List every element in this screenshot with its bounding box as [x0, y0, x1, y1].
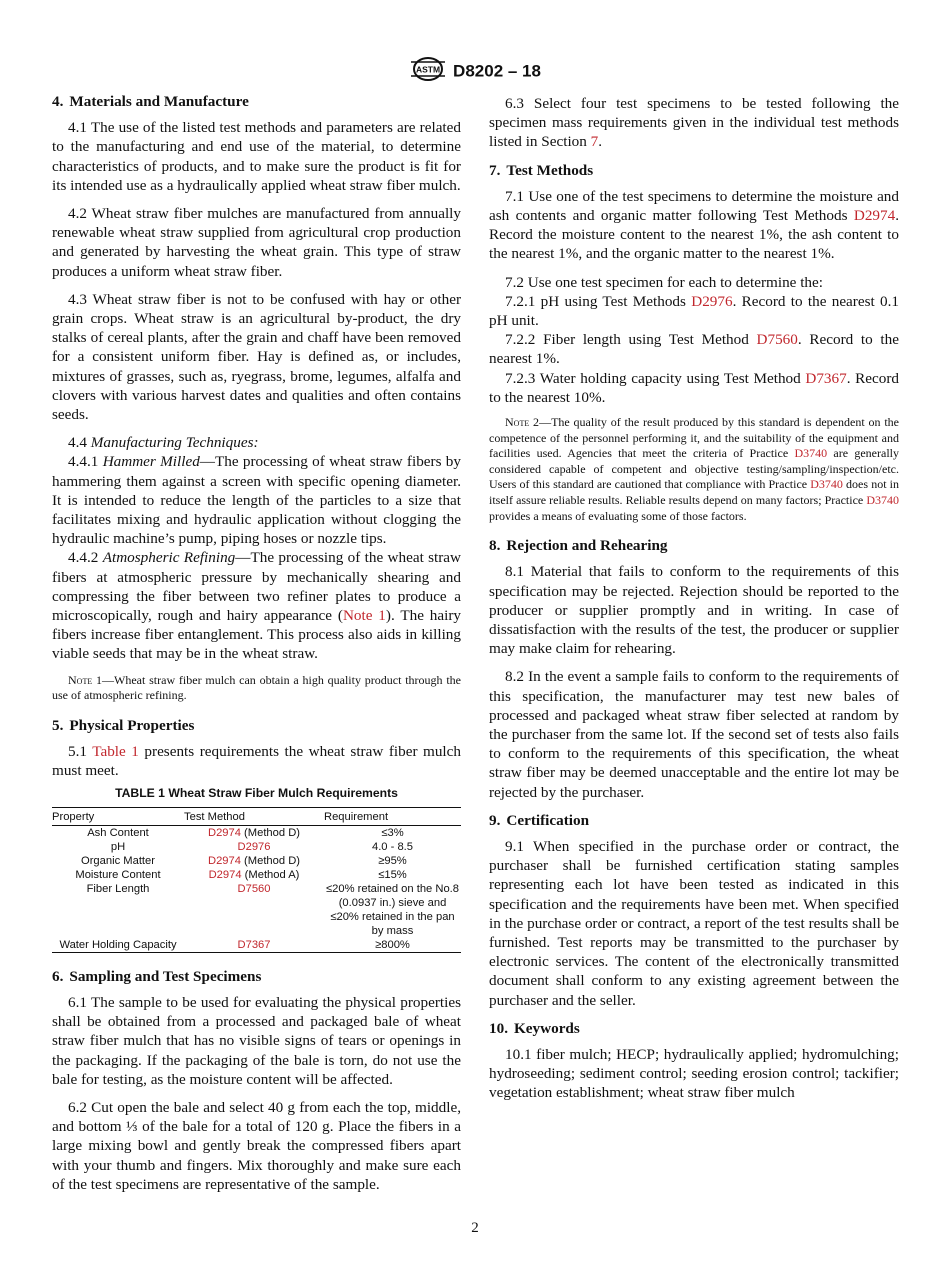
property-cell: Ash Content — [87, 826, 149, 839]
column-header: Requirement — [324, 810, 389, 823]
d3740-link[interactable]: D3740 — [866, 493, 899, 508]
table-header-row — [52, 807, 461, 825]
method-cell — [184, 840, 324, 854]
para-7-2-1: 7.2.1 pH using Test Methods D2976. Record to the nearest 0.1 pH unit. — [489, 292, 899, 330]
para-6-3: 6.3 Select four test specimens to be tested following the specimen mass requirements given in the individual test methods listed in Section 7. — [489, 95, 899, 151]
table-1-title: TABLE 1 Wheat Straw Fiber Mulch Requirements — [115, 786, 398, 801]
para-7-2: 7.2 Use one test specimen for each to determine the: — [505, 273, 823, 291]
section-6-heading: 6. Sampling and Test Specimens — [52, 967, 262, 985]
table-row — [52, 854, 461, 868]
para-6-2: 6.2 Cut open the bale and select 40 g from each the top, middle, and bottom ⅓ of the bale for a total of 120 g. Place the fibers in a large mixing bowl and gently break the compressed fibers apart with your thumb and fingers. Mix thoroughly and make sure each of the test specimens are representative of the sample. — [52, 1098, 461, 1193]
method-link[interactable]: D7367 — [237, 938, 271, 951]
d3740-link[interactable]: D3740 — [794, 446, 828, 461]
para-4-4: 4.4 Manufacturing Techniques: — [68, 434, 259, 452]
para-10-1: 10.1 fiber mulch; HECP; hydraulically applied; hydromulching; hydroseeding; sediment control; seeding erosion control; tackifier; vegetation establishment; wheat straw fiber mulch — [489, 1046, 899, 1102]
para-4-2: 4.2 Wheat straw fiber mulches are manufactured from annually renewable wheat straw supplied from agricultural crop production and generated by harvesting the wheat grain. This type of straw produces a uniform wheat straw fiber. — [52, 205, 461, 280]
note-2: Note 2—The quality of the result produced by this standard is dependent on the competence of the personnel performing it, and the suitability of the equipment and facilities used. Agencies that meet the criteria of Practice D3740 are generally considered capable of competent and objective testing/sampling/inspection/etc. Users of this standard are cautioned that compliance with Practice D3740 does not in itself assure reliable results. Reliable results depend on many factors; Practice D3740 provides a means of evaluating some of those factors. — [489, 415, 900, 523]
table-row — [52, 840, 461, 854]
para-7-2-2: 7.2.2 Fiber length using Test Method D7560. Record to the nearest 1%. — [489, 331, 899, 368]
column-header: Test Method — [184, 810, 245, 823]
section-8-heading: 8. Rejection and Rehearing — [489, 537, 668, 555]
svg-text:ASTM: ASTM — [416, 64, 441, 75]
page-header — [0, 56, 950, 87]
property-cell: Water Holding Capacity — [59, 938, 177, 951]
section-9-heading: 9. Certification — [489, 811, 590, 829]
para-6-1: 6.1 The sample to be used for evaluating the physical properties shall be obtained from a processed and packaged bale of wheat straw fiber mulch that has no visible signs of tears or openings in the packaging. If the packaging of the bale is torn, do not use the bale for testing, as the moisture content will be affected. — [52, 993, 461, 1088]
method-cell: D2974 (Method D) — [207, 854, 301, 867]
property-cell: Fiber Length — [86, 882, 150, 895]
d2976-link[interactable]: D2976 — [691, 292, 733, 310]
requirement-cell: 4.0 - 8.5 — [371, 840, 414, 853]
para-5-1: 5.1 Table 1 presents requirements the wheat straw fiber mulch must meet. — [52, 743, 461, 780]
requirement-cell: ≥800% — [375, 938, 410, 951]
table-row — [52, 938, 461, 953]
left-column — [52, 92, 461, 1203]
requirements-table — [52, 807, 461, 953]
requirement-cell: ≤20% retained on the No.8 (0.0937 in.) sieve and ≤20% retained in the pan by mass — [325, 882, 460, 937]
d7367-link[interactable]: D7367 — [805, 369, 847, 387]
method-link[interactable]: D2976 — [237, 840, 271, 853]
table-row — [52, 868, 461, 882]
method-link[interactable]: D7560 — [237, 882, 271, 895]
method-link[interactable]: D2974 — [208, 868, 242, 881]
para-9-1: 9.1 When specified in the purchase order or contract, the purchaser shall be furnished certification stating samples representing each lot have been tested as indicated in this specification and the requirements have been met. When specified in the purchase order or contract, a report of the test results shall be furnished. Test reports may be transmitted to the purchaser by electronic services. The content of the electronically transmitted document shall conform to any existing agreement between the purchaser and the seller. — [489, 838, 899, 1009]
property-cell: pH — [110, 840, 126, 853]
d3740-link[interactable]: D3740 — [810, 477, 843, 492]
table-1-link[interactable]: Table 1 — [92, 743, 139, 761]
section-4-heading: 4. Materials and Manufacture — [52, 93, 249, 110]
property-cell: Organic Matter — [81, 854, 155, 867]
section-10-heading: 10. Keywords — [489, 1019, 580, 1037]
d2974-link[interactable]: D2974 — [853, 207, 896, 225]
para-8-1: 8.1 Material that fails to conform to the requirements of this specification may be rejected. Rejection should be reported to the producer or supplier promptly and in writing. In case of dissatisfaction with the results of the test, the producer or supplier may make claim for rehearing. — [489, 563, 899, 658]
column-header: Property — [52, 810, 95, 823]
para-4-1: 4.1 The use of the listed test methods and parameters are related to the manufacturing and end use of the material, to determine characteristics of products, and to make sure the product is fit for its intended use as a hydraulically applied wheat straw fiber mulch. — [52, 119, 461, 194]
method-cell — [184, 938, 324, 953]
table-row — [52, 825, 461, 840]
para-7-1: 7.1 Use one of the test specimens to determine the moisture and ash contents and organic matter following Test Methods D2974. Record the moisture content to the nearest 1%, the ash content to the nearest 1%, and the organic matter to the nearest 1%. — [489, 187, 899, 263]
method-link[interactable]: D2974 — [207, 826, 241, 839]
astm-logo-icon — [409, 56, 447, 87]
requirement-cell: ≤15% — [378, 868, 407, 881]
method-link[interactable]: D2974 — [207, 854, 241, 867]
note-1-link[interactable]: Note 1 — [342, 607, 386, 625]
para-4-4-2: 4.4.2 Atmospheric Refining—The processing of the wheat straw fibers at atmospheric pressure by mechanically shearing and compressing the fiber between two refiner plates to produce a microscopically, rough and hairy appearance (Note 1). The hairy fibers increase fiber entanglement. This process also aids in killing viable seeds that may be in the wheat straw. — [52, 549, 462, 663]
section-7-heading: 7. Test Methods — [489, 161, 594, 179]
note-1: Note 1—Wheat straw fiber mulch can obtain a high quality product through the use of atmospheric refining. — [52, 672, 461, 703]
para-7-2-3: 7.2.3 Water holding capacity using Test Method D7367. Record to the nearest 10%. — [489, 369, 900, 406]
requirement-cell: ≥95% — [378, 854, 407, 867]
section-7-link[interactable]: 7 — [590, 133, 599, 151]
para-4-4-1: 4.4.1 Hammer Milled—The processing of wheat straw fibers by hammering them against a screen with specific opening diameter. It is intended to reduce the length of the particles to a size that facilitates mixing and hydraulic application without clogging the hydraulic machine’s pump, piping hoses or nozzle tips. — [52, 453, 461, 548]
table-row — [52, 882, 461, 938]
designation: D8202 – 18 — [453, 61, 541, 81]
method-cell — [184, 882, 324, 938]
property-cell: Moisture Content — [75, 868, 161, 881]
right-column — [489, 94, 899, 1112]
section-5-heading: 5. Physical Properties — [52, 716, 195, 734]
requirement-cell: ≤3% — [381, 826, 404, 839]
page-number: 2 — [471, 1220, 479, 1236]
method-cell: D2974 (Method A) — [208, 868, 300, 881]
d7560-link[interactable]: D7560 — [756, 331, 798, 349]
para-4-3: 4.3 Wheat straw fiber is not to be confused with hay or other grain crops. Wheat straw is an agricultural by-product, the dry stalks of cereal plants, after the grain and chaff have been removed for a consistent uniform fiber. Hay is defined as, or includes, mixtures of grasses, such as, ryegrass, brome, legumes, alfalfa and clovers with various harvest dates and qualities and often contains seeds. — [52, 290, 461, 424]
para-8-2: 8.2 In the event a sample fails to conform to the requirements of this specification, the manufacturer may test new bales of processed and packaged wheat straw fiber selected at random by the purchaser from the same lot. If the second set of tests also fails to conform to the requirements of this specification, the wheat straw fiber may be deemed unacceptable and the entire lot may be rejected by the purchaser. — [489, 668, 899, 801]
method-cell: D2974 (Method D) — [207, 826, 301, 839]
